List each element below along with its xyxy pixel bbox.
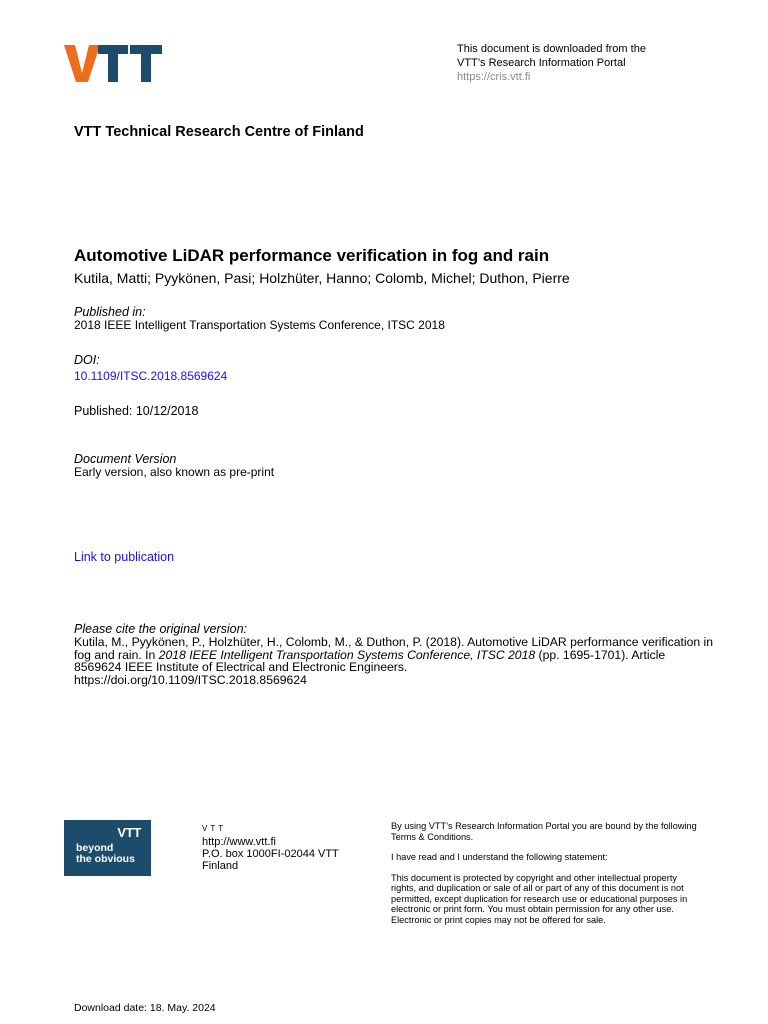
document-version-block <box>74 453 274 479</box>
notice-line-1: This document is downloaded from the <box>457 43 646 55</box>
published-in-value: 2018 IEEE Intelligent Transportation Systems Conference, ITSC 2018 <box>74 318 445 332</box>
published-in-label: Published in: <box>74 305 146 319</box>
footer-contact-country: Finland <box>202 860 239 872</box>
footer-logo-tagline-1: beyond <box>76 842 114 854</box>
portal-url-link[interactable]: https://cris.vtt.fi <box>457 71 531 83</box>
published-date: Published: 10/12/2018 <box>74 404 199 418</box>
vtt-logo <box>64 42 164 84</box>
document-title: Automotive LiDAR performance verification in fog and rain <box>74 246 550 265</box>
doi-label: DOI: <box>74 353 100 367</box>
citation-part-1: Kutila, M., Pyykönen, P., Holzhüter, H., Colomb, M., & Duthon, P. (2018). Automotive LiDAR performance verification in fog and rain. In <box>74 635 714 662</box>
citation-block <box>74 623 714 686</box>
download-notice <box>457 42 717 84</box>
document-version-value: Early version, also known as pre-print <box>74 465 275 479</box>
doi-block <box>74 354 227 385</box>
terms-paragraph-1: By using VTT’s Research Information Portal you are bound by the following Terms & Conditions. <box>391 821 697 842</box>
footer-contact-address: P.O. box 1000FI-02044 VTT <box>202 848 339 860</box>
document-authors: Kutila, Matti; Pyykönen, Pasi; Holzhüter, Hanno; Colomb, Michel; Duthon, Pierre <box>74 270 570 286</box>
link-to-publication[interactable]: Link to publication <box>74 550 175 564</box>
citation-part-2: (pp. 1695-1701). Article 8569624 IEEE Institute of Electrical and Electronic Engineers. <box>74 647 666 675</box>
terms-paragraph-2: I have read and I understand the following statement: <box>391 852 608 862</box>
doi-link[interactable]: 10.1109/ITSC.2018.8569624 <box>74 369 228 383</box>
citation-journal: 2018 IEEE Intelligent Transportation Systems Conference, ITSC 2018 <box>158 647 536 662</box>
terms-paragraph-3: This document is protected by copyright and other intellectual property rights, and duplication or sale of all or part of any of this document is not permitted, except duplication for research use or educational purposes in electronic or print form. You must obtain permission for any other use. Electronic or print copies may not be offered for sale. <box>391 872 688 925</box>
footer-contact-vtt: VTT <box>202 824 227 833</box>
citation-label: Please cite the original version: <box>74 622 248 636</box>
footer-contact <box>202 823 339 872</box>
footer-terms <box>391 821 701 935</box>
footer-logo-tagline-2: the obvious <box>76 853 135 865</box>
footer-logo-vtt: VTT <box>117 825 141 840</box>
footer-logo-tagline <box>76 843 135 865</box>
notice-line-2: VTT’s Research Information Portal <box>457 57 626 69</box>
organization-name: VTT Technical Research Centre of Finland <box>74 124 364 140</box>
document-version-label: Document Version <box>74 452 177 466</box>
citation-doi-url[interactable]: https://doi.org/10.1109/ITSC.2018.8569624 <box>74 672 307 687</box>
footer-contact-url[interactable]: http://www.vtt.fi <box>202 836 276 848</box>
published-in-block <box>74 306 445 332</box>
citation-text <box>74 636 714 686</box>
vtt-beyond-the-obvious-logo <box>64 820 151 876</box>
download-date: Download date: 18. May. 2024 <box>74 1002 216 1014</box>
